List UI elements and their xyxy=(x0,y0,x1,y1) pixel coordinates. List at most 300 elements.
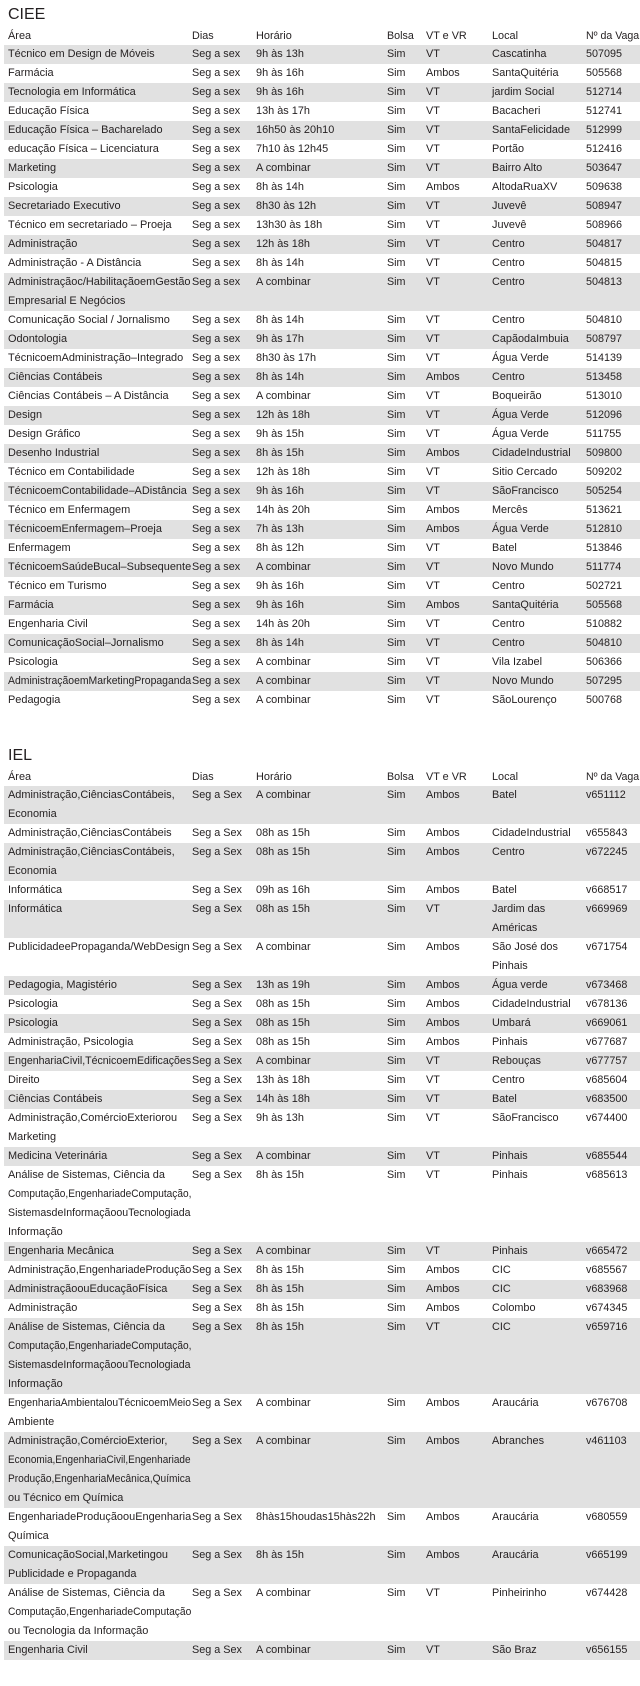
cell-horario: 12h às 18h xyxy=(256,238,311,250)
cell-local: Batel xyxy=(492,542,517,554)
cell-vt-vr: VT xyxy=(426,86,440,98)
cell-bolsa: Sim xyxy=(387,390,406,402)
cell-bolsa: Sim xyxy=(387,447,406,459)
cell-vaga: v669061 xyxy=(586,1017,628,1029)
cell-bolsa: Sim xyxy=(387,1074,406,1086)
cell-local: Novo Mundo xyxy=(492,561,554,573)
cell-horario: A combinar xyxy=(256,276,311,288)
cell-vt-vr: VT xyxy=(426,257,440,269)
cell-dias: Seg a Sex xyxy=(192,1283,242,1295)
cell-dias: Seg a sex xyxy=(192,276,241,288)
cell-local: Água Verde xyxy=(492,428,549,440)
cell-local: Batel xyxy=(492,1093,517,1105)
table-row xyxy=(4,482,640,501)
table-row xyxy=(4,824,640,843)
cell-vaga: 512714 xyxy=(586,86,623,98)
cell-horario: 8h às 15h xyxy=(256,1549,304,1561)
cell-vt-vr: VT xyxy=(426,162,440,174)
cell-area: Administraçãoc/HabilitaçãoemGestão Empresarial E Negócios xyxy=(8,276,191,307)
cell-area: ComunicaçãoSocial,Marketingou Publicidade e Propaganda xyxy=(8,1549,169,1580)
cell-vt-vr: VT xyxy=(426,903,440,915)
cell-dias: Seg a sex xyxy=(192,124,241,136)
table-row xyxy=(4,539,640,558)
cell-vt-vr: VT xyxy=(426,1093,440,1105)
cell-local: Boqueirão xyxy=(492,390,542,402)
cell-bolsa: Sim xyxy=(387,143,406,155)
table-row xyxy=(4,1166,640,1242)
cell-horario: 14h às 20h xyxy=(256,504,311,516)
cell-local: Pinheirinho xyxy=(492,1587,547,1599)
cell-horario: 8h às 14h xyxy=(256,637,304,649)
table-row xyxy=(4,1641,640,1660)
cell-bolsa: Sim xyxy=(387,599,406,611)
table-row xyxy=(4,273,640,311)
cell-area: Engenharia Civil xyxy=(8,1644,88,1656)
cell-horario: 8h às 15h xyxy=(256,1302,304,1314)
cell-vt-vr: VT xyxy=(426,485,440,497)
cell-area: Ciências Contábeis xyxy=(8,1093,103,1105)
cell-vaga: 503647 xyxy=(586,162,623,174)
cell-dias: Seg a Sex xyxy=(192,1321,242,1333)
vacancy-section xyxy=(0,747,640,1660)
cell-vt-vr: VT xyxy=(426,1169,440,1181)
section-title: IEL xyxy=(8,747,33,764)
cell-area: Administração, Psicologia xyxy=(8,1036,134,1048)
column-header-bolsa: Bolsa xyxy=(387,771,414,783)
cell-horario: A combinar xyxy=(256,1055,311,1067)
column-header-area: Área xyxy=(8,30,32,42)
table-row xyxy=(4,140,640,159)
cell-vt-vr: Ambos xyxy=(426,979,460,991)
cell-vaga: 511755 xyxy=(586,428,622,440)
cell-horario: 14h às 20h xyxy=(256,618,311,630)
cell-horario: 13h às 18h xyxy=(256,1074,311,1086)
cell-dias: Seg a sex xyxy=(192,390,241,402)
cell-vaga: v669969 xyxy=(586,903,628,915)
column-header-vt-vr: VT e VR xyxy=(426,771,467,783)
cell-horario: 9h às 16h xyxy=(256,485,304,497)
cell-bolsa: Sim xyxy=(387,1587,406,1599)
cell-bolsa: Sim xyxy=(387,542,406,554)
cell-local: Jardim das Américas xyxy=(492,903,546,934)
cell-area: Direito xyxy=(8,1074,40,1086)
cell-local: Água verde xyxy=(492,979,548,991)
table-row xyxy=(4,216,640,235)
cell-local: Araucária xyxy=(492,1511,539,1523)
cell-vt-vr: Ambos xyxy=(426,1511,460,1523)
cell-local: SantaQuitéria xyxy=(492,67,559,79)
cell-local: Centro xyxy=(492,238,525,250)
cell-horario: 8h às 14h xyxy=(256,314,304,326)
cell-local: Centro xyxy=(492,1074,525,1086)
cell-horario: 8h às 14h xyxy=(256,257,304,269)
cell-vt-vr: Ambos xyxy=(426,1397,460,1409)
cell-area: Educação Física xyxy=(8,105,89,117)
cell-horario: A combinar xyxy=(256,1587,311,1599)
cell-vaga: v683968 xyxy=(586,1283,628,1295)
table-body xyxy=(4,786,640,1660)
cell-horario: 08h as 15h xyxy=(256,846,311,858)
cell-vaga: 505568 xyxy=(586,599,623,611)
cell-area: Odontologia xyxy=(8,333,68,345)
cell-bolsa: Sim xyxy=(387,1644,406,1656)
cell-local: Água Verde xyxy=(492,523,549,535)
cell-vaga: 506366 xyxy=(586,656,623,668)
cell-dias: Seg a sex xyxy=(192,371,241,383)
cell-bolsa: Sim xyxy=(387,827,406,839)
cell-local: São José dos Pinhais xyxy=(492,941,558,972)
column-header-area: Área xyxy=(8,771,32,783)
cell-dias: Seg a Sex xyxy=(192,1017,242,1029)
cell-vaga: 509638 xyxy=(586,181,623,193)
table-row xyxy=(4,444,640,463)
cell-horario: 8hàs15houdas15hàs22h xyxy=(256,1511,376,1523)
cell-local: CIC xyxy=(492,1283,511,1295)
cell-vt-vr: Ambos xyxy=(426,599,460,611)
cell-dias: Seg a Sex xyxy=(192,789,242,801)
cell-local: Abranches xyxy=(492,1435,545,1447)
table-row xyxy=(4,45,640,64)
cell-vaga: 504810 xyxy=(586,314,623,326)
cell-dias: Seg a sex xyxy=(192,238,241,250)
cell-dias: Seg a sex xyxy=(192,542,241,554)
cell-vt-vr: VT xyxy=(426,1055,440,1067)
table-row xyxy=(4,672,640,691)
cell-area: Administração,ComércioExteriorou Marketing xyxy=(8,1112,178,1143)
cell-dias: Seg a Sex xyxy=(192,1074,242,1086)
cell-horario: 08h as 15h xyxy=(256,998,311,1010)
cell-dias: Seg a Sex xyxy=(192,1264,242,1276)
cell-area: Informática xyxy=(8,903,63,915)
cell-dias: Seg a Sex xyxy=(192,846,242,858)
column-header-horario: Horário xyxy=(256,771,292,783)
table-row xyxy=(4,1261,640,1280)
cell-vt-vr: VT xyxy=(426,352,440,364)
cell-area: Técnico em secretariado – Proeja xyxy=(8,219,172,231)
cell-vt-vr: Ambos xyxy=(426,884,460,896)
cell-dias: Seg a Sex xyxy=(192,1587,242,1599)
table-row xyxy=(4,786,640,824)
cell-vt-vr: VT xyxy=(426,1150,440,1162)
cell-dias: Seg a sex xyxy=(192,48,241,60)
cell-bolsa: Sim xyxy=(387,1511,406,1523)
cell-vt-vr: VT xyxy=(426,1321,440,1333)
cell-vt-vr: VT xyxy=(426,238,440,250)
column-header-vt-vr: VT e VR xyxy=(426,30,467,42)
cell-area: Administração - A Distância xyxy=(8,257,142,269)
cell-vaga: 512999 xyxy=(586,124,623,136)
cell-vt-vr: Ambos xyxy=(426,67,460,79)
cell-vaga: v672245 xyxy=(586,846,628,858)
cell-dias: Seg a Sex xyxy=(192,1435,242,1447)
cell-bolsa: Sim xyxy=(387,1283,406,1295)
cell-local: Batel xyxy=(492,884,517,896)
cell-bolsa: Sim xyxy=(387,200,406,212)
cell-local: Centro xyxy=(492,257,525,269)
column-header-dias: Dias xyxy=(192,771,214,783)
cell-bolsa: Sim xyxy=(387,48,406,60)
cell-vt-vr: Ambos xyxy=(426,1302,460,1314)
cell-vaga: v680559 xyxy=(586,1511,628,1523)
cell-local: Vila Izabel xyxy=(492,656,543,668)
cell-vaga: 509202 xyxy=(586,466,623,478)
cell-local: Umbará xyxy=(492,1017,531,1029)
cell-dias: Seg a Sex xyxy=(192,1055,242,1067)
cell-horario: 8h às 14h xyxy=(256,371,304,383)
cell-bolsa: Sim xyxy=(387,428,406,440)
table-row xyxy=(4,1033,640,1052)
table-row xyxy=(4,615,640,634)
vacancy-table xyxy=(4,28,640,710)
cell-area: Design xyxy=(8,409,43,421)
cell-horario: A combinar xyxy=(256,1435,311,1447)
cell-vt-vr: VT xyxy=(426,1587,440,1599)
cell-dias: Seg a Sex xyxy=(192,1397,242,1409)
cell-vt-vr: Ambos xyxy=(426,827,460,839)
cell-dias: Seg a sex xyxy=(192,86,241,98)
cell-vaga: v678136 xyxy=(586,998,628,1010)
cell-local: Araucária xyxy=(492,1549,539,1561)
cell-vt-vr: Ambos xyxy=(426,504,460,516)
cell-vaga: 513846 xyxy=(586,542,623,554)
cell-vaga: v674428 xyxy=(586,1587,628,1599)
cell-local: Araucária xyxy=(492,1397,539,1409)
cell-horario: 8h30 às 12h xyxy=(256,200,317,212)
cell-area: Medicina Veterinária xyxy=(8,1150,108,1162)
table-row xyxy=(4,1280,640,1299)
cell-vaga: v674400 xyxy=(586,1112,628,1124)
cell-horario: 8h às 15h xyxy=(256,1264,304,1276)
table-row xyxy=(4,1508,640,1546)
table-row xyxy=(4,577,640,596)
cell-vaga: 512741 xyxy=(586,105,623,117)
cell-area: Design Gráfico xyxy=(8,428,81,440)
cell-area: Administração,EngenhariadeProdução xyxy=(8,1264,192,1276)
cell-horario: 9h às 16h xyxy=(256,67,304,79)
cell-dias: Seg a sex xyxy=(192,200,241,212)
cell-area: Farmácia xyxy=(8,599,54,611)
cell-area: Farmácia xyxy=(8,67,54,79)
cell-area: Administração xyxy=(8,238,78,250)
cell-horario: A combinar xyxy=(256,162,311,174)
cell-vaga: 504810 xyxy=(586,637,623,649)
cell-dias: Seg a sex xyxy=(192,314,241,326)
table-row xyxy=(4,1394,640,1432)
cell-dias: Seg a sex xyxy=(192,333,241,345)
cell-vt-vr: VT xyxy=(426,1074,440,1086)
table-row xyxy=(4,1318,640,1394)
cell-bolsa: Sim xyxy=(387,656,406,668)
cell-local: Pinhais xyxy=(492,1169,528,1181)
cell-vaga: 513458 xyxy=(586,371,623,383)
table-body xyxy=(4,45,640,710)
cell-area: TécnicoemSaúdeBucal–Subsequente xyxy=(8,561,192,573)
cell-local: SãoFrancisco xyxy=(492,485,559,497)
cell-vaga: 512096 xyxy=(586,409,623,421)
table-row xyxy=(4,83,640,102)
cell-horario: A combinar xyxy=(256,1644,311,1656)
cell-vt-vr: VT xyxy=(426,314,440,326)
cell-horario: 12h às 18h xyxy=(256,409,311,421)
table-row xyxy=(4,1014,640,1033)
cell-dias: Seg a Sex xyxy=(192,1302,242,1314)
cell-bolsa: Sim xyxy=(387,675,406,687)
cell-dias: Seg a sex xyxy=(192,599,241,611)
table-row xyxy=(4,463,640,482)
cell-local: CidadeIndustrial xyxy=(492,447,571,459)
cell-vaga: v674345 xyxy=(586,1302,628,1314)
cell-vaga: 507295 xyxy=(586,675,623,687)
table-row xyxy=(4,501,640,520)
cell-horario: 9h às 17h xyxy=(256,333,304,345)
cell-horario: 13h às 17h xyxy=(256,105,311,117)
cell-area: Técnico em Design de Móveis xyxy=(8,48,155,60)
cell-dias: Seg a sex xyxy=(192,561,241,573)
cell-vaga: v655843 xyxy=(586,827,628,839)
column-header-local: Local xyxy=(492,771,519,783)
table-row xyxy=(4,900,640,938)
cell-vaga: v659716 xyxy=(586,1321,628,1333)
cell-dias: Seg a sex xyxy=(192,637,241,649)
cell-bolsa: Sim xyxy=(387,884,406,896)
cell-dias: Seg a sex xyxy=(192,504,241,516)
cell-bolsa: Sim xyxy=(387,846,406,858)
cell-area: Informática xyxy=(8,884,63,896)
table-row xyxy=(4,178,640,197)
cell-vaga: v685604 xyxy=(586,1074,628,1086)
cell-horario: 8h às 12h xyxy=(256,542,304,554)
cell-bolsa: Sim xyxy=(387,67,406,79)
cell-bolsa: Sim xyxy=(387,124,406,136)
cell-area: PublicidadeePropaganda/WebDesign xyxy=(8,941,190,953)
column-header-vaga: Nº da Vaga xyxy=(586,30,640,42)
cell-vt-vr: VT xyxy=(426,580,440,592)
cell-bolsa: Sim xyxy=(387,1302,406,1314)
cell-vt-vr: Ambos xyxy=(426,789,460,801)
cell-horario: 08h as 15h xyxy=(256,1036,311,1048)
cell-local: Portão xyxy=(492,143,525,155)
cell-vaga: 509800 xyxy=(586,447,623,459)
table-row xyxy=(4,425,640,444)
table-row xyxy=(4,520,640,539)
cell-dias: Seg a sex xyxy=(192,523,241,535)
cell-bolsa: Sim xyxy=(387,466,406,478)
cell-dias: Seg a Sex xyxy=(192,1112,242,1124)
cell-vt-vr: Ambos xyxy=(426,941,460,953)
cell-local: Bacacheri xyxy=(492,105,541,117)
cell-horario: A combinar xyxy=(256,1150,311,1162)
table-row xyxy=(4,995,640,1014)
cell-vt-vr: Ambos xyxy=(426,1435,460,1447)
table-row xyxy=(4,1242,640,1261)
cell-dias: Seg a sex xyxy=(192,143,241,155)
cell-area: Desenho Industrial xyxy=(8,447,100,459)
cell-horario: 9h às 16h xyxy=(256,599,304,611)
cell-local: Pinhais xyxy=(492,1245,528,1257)
cell-horario: 16h50 às 20h10 xyxy=(256,124,335,136)
table-row xyxy=(4,159,640,178)
cell-bolsa: Sim xyxy=(387,238,406,250)
cell-dias: Seg a Sex xyxy=(192,1169,242,1181)
cell-area: ComunicaçãoSocial–Jornalismo xyxy=(8,637,164,649)
cell-local: CIC xyxy=(492,1264,511,1276)
cell-vaga: 505568 xyxy=(586,67,623,79)
cell-bolsa: Sim xyxy=(387,1321,406,1333)
cell-bolsa: Sim xyxy=(387,1017,406,1029)
cell-horario: 13h30 às 18h xyxy=(256,219,323,231)
cell-local: Centro xyxy=(492,276,525,288)
cell-bolsa: Sim xyxy=(387,162,406,174)
cell-bolsa: Sim xyxy=(387,1112,406,1124)
cell-area: Pedagogia xyxy=(8,694,61,706)
cell-vaga: 513621 xyxy=(586,504,623,516)
cell-area: Comunicação Social / Jornalismo xyxy=(8,314,170,326)
table-row xyxy=(4,254,640,273)
cell-dias: Seg a Sex xyxy=(192,1511,242,1523)
table-row xyxy=(4,121,640,140)
column-header-vaga: Nº da Vaga xyxy=(586,771,640,783)
cell-horario: 7h às 13h xyxy=(256,523,304,535)
cell-vaga: v685544 xyxy=(586,1150,628,1162)
cell-vt-vr: VT xyxy=(426,1245,440,1257)
cell-horario: A combinar xyxy=(256,390,311,402)
cell-local: Batel xyxy=(492,789,517,801)
cell-area: Enfermagem xyxy=(8,542,71,554)
cell-vaga: 504815 xyxy=(586,257,623,269)
cell-horario: 9h às 13h xyxy=(256,48,304,60)
cell-vaga: 502721 xyxy=(586,580,623,592)
cell-dias: Seg a sex xyxy=(192,466,241,478)
cell-area: Secretariado Executivo xyxy=(8,200,121,212)
cell-horario: 9h às 15h xyxy=(256,428,304,440)
cell-bolsa: Sim xyxy=(387,1055,406,1067)
cell-local: Bairro Alto xyxy=(492,162,543,174)
cell-area: Técnico em Contabilidade xyxy=(8,466,135,478)
cell-local: Cascatinha xyxy=(492,48,547,60)
cell-local: SantaFelicidade xyxy=(492,124,571,136)
cell-horario: 08h as 15h xyxy=(256,1017,311,1029)
cell-area: Técnico em Enfermagem xyxy=(8,504,131,516)
cell-local: Juvevê xyxy=(492,219,527,231)
cell-vt-vr: VT xyxy=(426,675,440,687)
cell-vaga: 508966 xyxy=(586,219,623,231)
cell-vt-vr: Ambos xyxy=(426,998,460,1010)
cell-vaga: 514139 xyxy=(586,352,623,364)
cell-bolsa: Sim xyxy=(387,1169,406,1181)
column-header-bolsa: Bolsa xyxy=(387,30,414,42)
cell-bolsa: Sim xyxy=(387,1435,406,1447)
cell-vaga: v665199 xyxy=(586,1549,628,1561)
table-row xyxy=(4,1432,640,1508)
cell-horario: 09h as 16h xyxy=(256,884,311,896)
cell-bolsa: Sim xyxy=(387,409,406,421)
cell-area: Ciências Contábeis xyxy=(8,371,103,383)
cell-vt-vr: VT xyxy=(426,694,440,706)
cell-area: Análise de Sistemas, Ciência da Computação,EngenhariadeComputação, SistemasdeInformaçãoouTecnologiada Informação xyxy=(8,1321,192,1390)
cell-bolsa: Sim xyxy=(387,86,406,98)
cell-bolsa: Sim xyxy=(387,979,406,991)
cell-local: CIC xyxy=(492,1321,511,1333)
cell-area: Psicologia xyxy=(8,998,58,1010)
table-row xyxy=(4,653,640,672)
cell-horario: 9h às 16h xyxy=(256,580,304,592)
cell-area: Administração xyxy=(8,1302,78,1314)
table-row xyxy=(4,197,640,216)
cell-vaga: 513010 xyxy=(586,390,623,402)
cell-area: AdministraçãoouEducaçãoFísica xyxy=(8,1283,168,1295)
cell-horario: 12h às 18h xyxy=(256,466,311,478)
cell-vaga: v677757 xyxy=(586,1055,628,1067)
